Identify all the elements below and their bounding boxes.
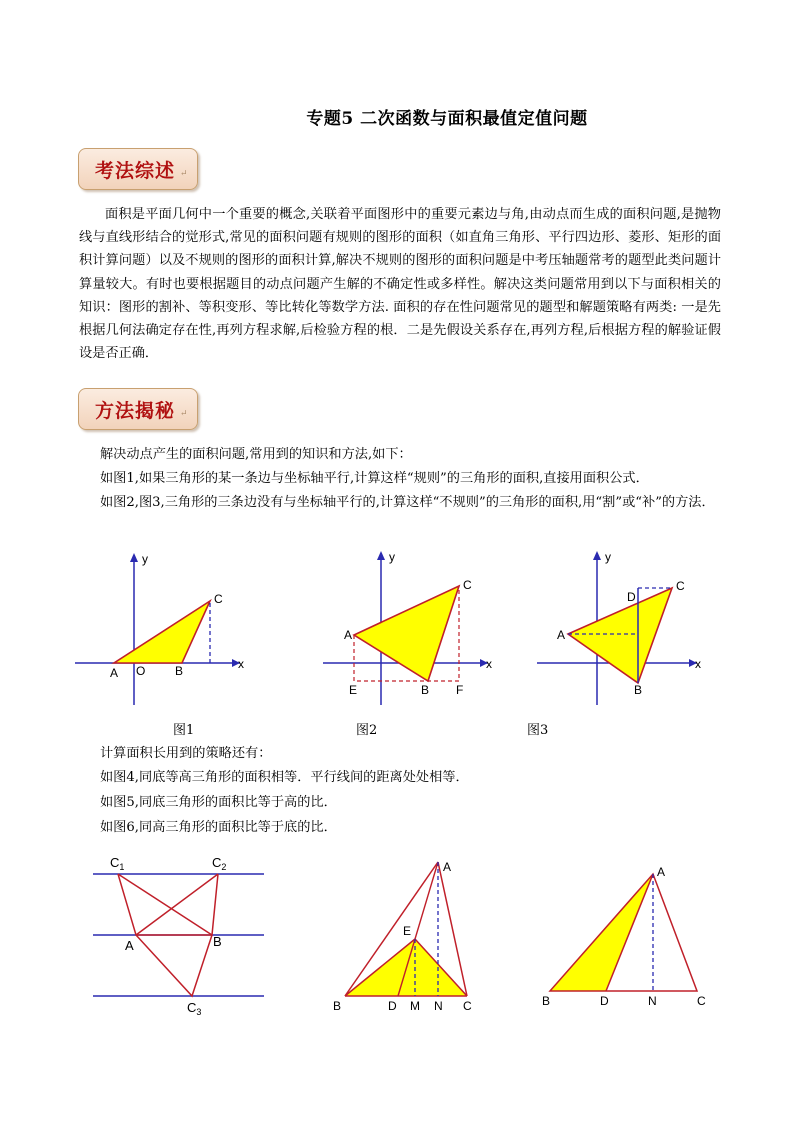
strategy-line: 计算面积长用到的策略还有： bbox=[100, 746, 272, 761]
figure-2 bbox=[318, 545, 498, 710]
point-label-A: A bbox=[110, 666, 119, 680]
figure-5 bbox=[330, 855, 480, 1020]
figure-caption: 图3 bbox=[527, 723, 549, 738]
point-label-C2: $C_2$ bbox=[212, 855, 227, 872]
point-label-B: B bbox=[634, 683, 643, 697]
point-label-B: B bbox=[175, 664, 184, 678]
point-label-C3: $C_3$ bbox=[187, 1000, 202, 1017]
point-label-A: A bbox=[443, 860, 452, 874]
method-line: 如图2,图3,三角形的三条边没有与坐标轴平行的,计算这样“不规则”的三角形的面积,用“割”或“补”的方法． bbox=[100, 495, 715, 510]
strategy-line: 如图6,同高三角形的面积比等于底的比． bbox=[100, 820, 337, 835]
figure-6 bbox=[536, 860, 716, 1015]
point-label-C: C bbox=[463, 578, 472, 592]
point-label-M: M bbox=[410, 999, 420, 1013]
axis-x-label: x bbox=[486, 657, 492, 671]
point-label-C: C bbox=[676, 579, 685, 593]
point-label-C: C bbox=[463, 999, 472, 1013]
method-line: 如图1,如果三角形的某一条边与坐标轴平行,计算这样“规则”的三角形的面积,直接用面积公式． bbox=[100, 471, 649, 486]
point-label-E: E bbox=[403, 924, 412, 938]
section-badge-methods bbox=[78, 388, 198, 430]
section-label: 方法揭秘 bbox=[95, 400, 176, 422]
point-label-N: N bbox=[648, 994, 657, 1008]
overview-paragraph: 面积是平面几何中一个重要的概念,关联着平面图形中的重要元素边与角,由动点而生成的面积问题,是抛物线与直线形结合的觉形式,常见的面积问题有规则的图形的面积（如直角三角形、平行四边形、菱形、矩形的面积计算问题）以及不规则的图形的面积计算,解决不规则的图形的面积问题是中考压轴题常考的题型此类问题计算量较大。有时也要根据题目的动点问题产生解的不确定性或多样性。解决这类问题常用到以下与面积相关的知识：图形的割补、等积变形、等比转化等数学方法. 面积的存在性问题常见的题型和解题策略有两类: 一是先根据几何法确定存在性,再列方程求解,后检验方程的根．二是先假设关系存在,再列方程,后根据方程的解验证假设是否正确． bbox=[79, 207, 721, 362]
point-label-B: B bbox=[333, 999, 342, 1013]
point-label-F: F bbox=[456, 683, 464, 697]
point-label-A: A bbox=[557, 628, 566, 642]
point-label-A: A bbox=[657, 865, 666, 879]
page-title: 专题5 二次函数与面积最值定值问题 bbox=[306, 109, 588, 129]
figure-caption: 图1 bbox=[173, 723, 195, 738]
axis-y-label: y bbox=[389, 550, 395, 564]
point-label-B: B bbox=[542, 994, 551, 1008]
axis-x-label: x bbox=[238, 657, 244, 671]
section-badge-overview bbox=[78, 148, 198, 190]
strategy-line: 如图5,同底三角形的面积比等于高的比． bbox=[100, 795, 337, 810]
figure-4 bbox=[88, 850, 268, 1020]
point-label-A: A bbox=[344, 628, 353, 642]
axis-y-label: y bbox=[142, 552, 148, 566]
figure-caption: 图2 bbox=[356, 723, 378, 738]
point-label-E: E bbox=[349, 683, 358, 697]
axis-y-label: y bbox=[605, 550, 611, 564]
point-label-C1: $C_1$ bbox=[110, 855, 125, 872]
point-label-B: B bbox=[421, 683, 430, 697]
point-label-D: D bbox=[600, 994, 609, 1008]
point-label-C: C bbox=[214, 592, 223, 606]
paragraph-mark-icon: ↵ bbox=[180, 169, 188, 179]
paragraph-mark-icon: ↵ bbox=[180, 409, 188, 419]
point-label-D: D bbox=[388, 999, 397, 1013]
point-label-O: O bbox=[136, 664, 146, 678]
figure-3 bbox=[532, 545, 712, 710]
point-label-A: A bbox=[125, 938, 134, 953]
method-line: 解决动点产生的面积问题,常用到的知识和方法,如下： bbox=[100, 447, 412, 462]
figure-1 bbox=[70, 545, 250, 710]
point-label-N: N bbox=[434, 999, 443, 1013]
section-label: 考法综述 bbox=[95, 160, 176, 182]
point-label-B: B bbox=[213, 934, 222, 949]
axis-x-label: x bbox=[695, 657, 701, 671]
point-label-D: D bbox=[627, 590, 636, 604]
point-label-C: C bbox=[697, 994, 706, 1008]
strategy-line: 如图4,同底等高三角形的面积相等．平行线间的距离处处相等． bbox=[100, 770, 469, 785]
